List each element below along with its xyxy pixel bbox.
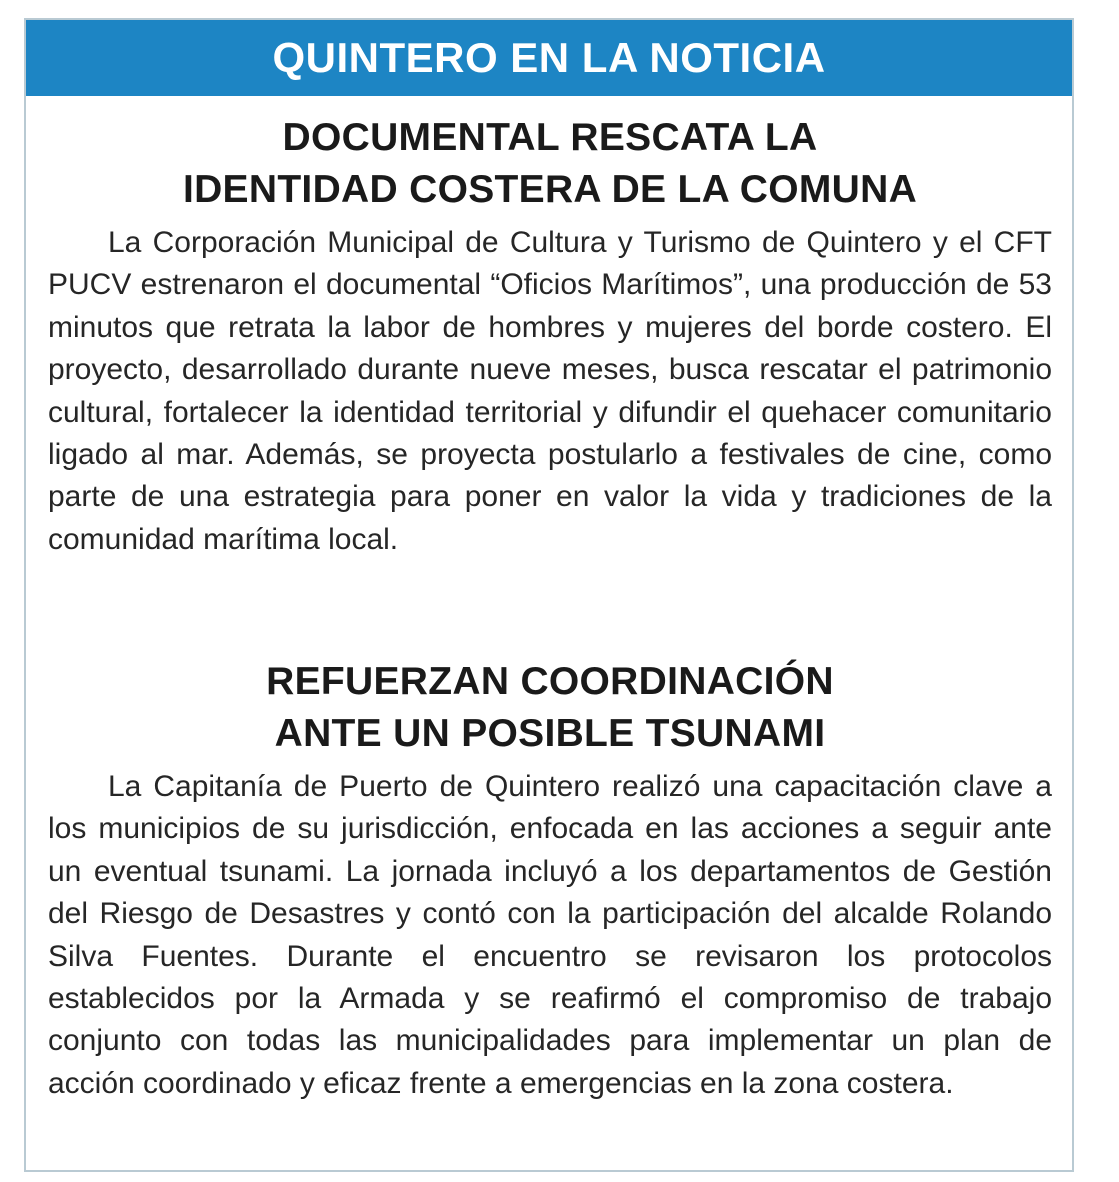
article-body: La Corporación Municipal de Cultura y Turismo de Quintero y el CFT PUCV estrenaron el documental “Oficios Marítimos”, una producción de 53 minutos que retrata la labor de hombres y mujeres del borde costero. El proyecto, desarrollado durante nueve meses, busca rescatar el patrimonio cultural, fortalecer la identidad territorial y difundir el quehacer comunitario ligado al mar. Además, se proyecta postularlo a festivales de cine, como parte de una estrategia para poner en valor la vida y tradiciones de la comunidad marítima local. <box>48 226 1052 556</box>
section-title: QUINTERO EN LA NOTICIA <box>272 34 826 81</box>
headline-line-1: DOCUMENTAL RESCATA LA <box>282 116 818 159</box>
article-headline <box>48 656 1052 760</box>
article-documental <box>48 112 1052 561</box>
headline-line-2: IDENTIDAD COSTERA DE LA COMUNA <box>182 168 918 211</box>
article-body: La Capitanía de Puerto de Quintero realizó una capacitación clave a los municipios de su jurisdicción, enfocada en las acciones a seguir ante un eventual tsunami. La jornada incluyó a los departamentos de Gestión del Riesgo de Desastres y contó con la participación del alcalde Rolando Silva Fuentes. Durante el encuentro se revisaron los protocolos establecidos por la Armada y se reafirmó el compromiso de trabajo conjunto con todas las municipalidades para implementar un plan de acción coordinado y eficaz frente a emergencias en la zona costera. <box>48 770 1052 1100</box>
section-banner <box>26 20 1072 96</box>
headline-line-1: REFUERZAN COORDINACIÓN <box>266 660 834 703</box>
article-tsunami <box>48 656 1052 1105</box>
headline-line-2: ANTE UN POSIBLE TSUNAMI <box>274 712 826 755</box>
article-headline <box>48 112 1052 216</box>
news-box <box>24 18 1074 1172</box>
